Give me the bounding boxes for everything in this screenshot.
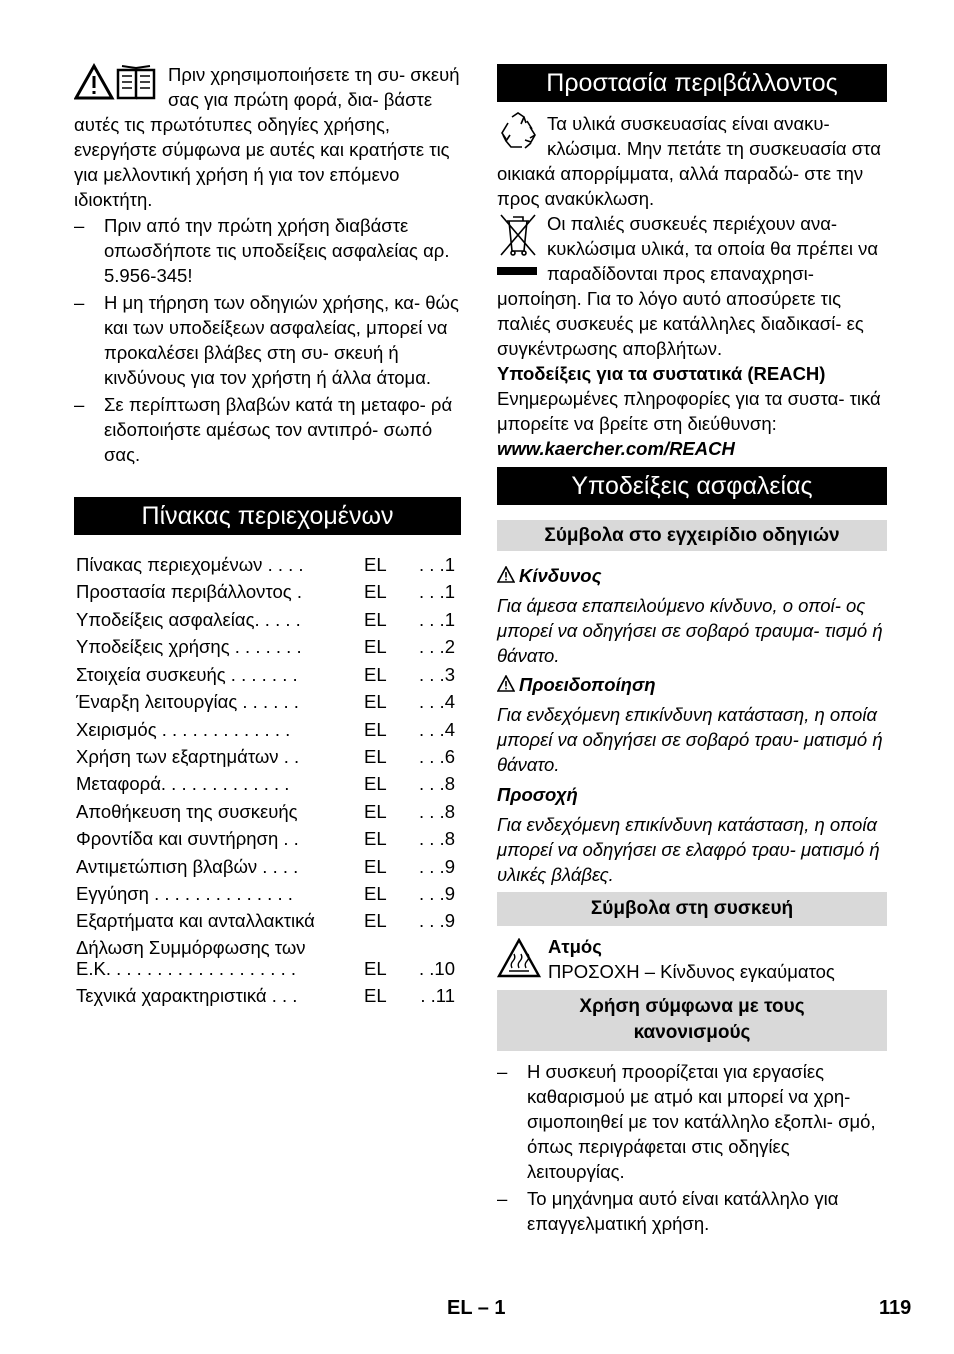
env-heading: Προστασία περιβάλλοντος (497, 64, 887, 102)
intro-item: – Σε περίπτωση βλαβών κατά τη μεταφο- ρά ειδοποιήστε αμέσως τον αντιπρό- σωπό σας. (74, 394, 453, 465)
weee-bin-icon (497, 211, 539, 277)
caution-block (497, 782, 887, 887)
intended-use-heading: Χρήση σύμφωνα με τους κανονισμούς (497, 990, 887, 1051)
hot-steam-icon (497, 938, 541, 978)
env-packaging (497, 111, 887, 211)
intro-item: – Η μη τήρηση των οδηγιών χρήσης, κα- θώς και των υποδείξεων ασφαλείας, μπορεί να προκαλέσει βλάβες στη συ- σκευή ή κινδύνους για τον χρήστη ή άλλα άτομα. (74, 292, 459, 388)
steam-text: ΠΡΟΣΟΧΗ – Κίνδυνος εγκαύματος (548, 961, 835, 982)
warning-manual-icon (74, 62, 160, 102)
recycling-icon (497, 111, 539, 153)
warning-label: Προειδοποίηση (519, 674, 656, 695)
toc-row[interactable]: Εγγύηση . . . . . . . . . . . . . . EL . . .9 (76, 883, 455, 904)
toc-row[interactable]: Δήλωση Συμμόρφωσης των Ε.Κ. . . . . . . . . . . . . . . . . . . EL . .10 (76, 937, 455, 979)
toc-row[interactable]: Υποδείξεις ασφαλείας. . . . . EL . . .1 (76, 609, 455, 630)
symbols-device-heading: Σύμβολα στη συσκευή (497, 892, 887, 926)
caution-text: Για ενδεχόμενη επικίνδυνη κατάσταση, η οποία μπορεί να οδηγήσει σε ελαφρό τραυ- ματισμό ή υλικές βλάβες. (497, 814, 880, 885)
safety-heading: Υποδείξεις ασφαλείας (497, 467, 887, 505)
toc-row[interactable]: Εξαρτήματα και ανταλλακτικά EL . . .9 (76, 910, 455, 931)
toc-row[interactable]: Τεχνικά χαρακτηριστικά . . . EL . .11 (76, 985, 455, 1006)
intro-block (74, 62, 461, 467)
toc-row[interactable]: Προστασία περιβάλλοντος . EL . . .1 (76, 581, 455, 602)
env-packaging-text: Τα υλικά συσκευασίας είναι ανακυ- κλώσιμα. Μην πετάτε τη συσκευασία στα οικιακά απορρίμματα, αλλά παραδώ- στε την προς ανακύκλωση. (497, 113, 881, 209)
use-item: – Η συσκευή προορίζεται για εργασίες καθαρισμού με ατμό και μπορεί να χρη- σιμοποιηθεί με τον κατάλληλο εξοπλι- σμό, όπως περιγράφεται στις οδηγίες λειτουργίας. (497, 1061, 876, 1182)
reach-text: Ενημερωμένες πληροφορίες για τα συστα- τικά μπορείτε να βρείτε στη διεύθυνση: (497, 388, 881, 434)
danger-text: Για άμεσα επαπειλούμενο κίνδυνο, ο οποί- ος μπορεί να οδηγήσει σε σοβαρό τραυμα- τισμό ή θάνατο. (497, 595, 883, 666)
danger-block (497, 563, 887, 668)
reach-heading: Υποδείξεις για τα συστατικά (REACH) (497, 363, 826, 384)
toc-row[interactable]: Υποδείξεις χρήσης . . . . . . . EL . . .2 (76, 636, 455, 657)
toc-row[interactable]: Αποθήκευση της συσκευής EL . . .8 (76, 801, 455, 822)
caution-label: Προσοχή (497, 784, 578, 805)
steam-label: Ατμός (548, 936, 602, 957)
toc-row[interactable]: Έναρξη λειτουργίας . . . . . . EL . . .4 (76, 691, 455, 712)
toc-row[interactable]: Αντιμετώπιση βλαβών . . . . EL . . .9 (76, 856, 455, 877)
use-list (497, 1059, 887, 1236)
toc-row[interactable]: Φροντίδα και συντήρηση . . EL . . .8 (76, 828, 455, 849)
footer-page-number: 119 (879, 1297, 912, 1319)
reach-link[interactable]: www.kaercher.com/REACH (497, 438, 735, 459)
footer-lang-page: EL – 1 (447, 1297, 506, 1319)
warning-block (497, 672, 887, 777)
toc-heading: Πίνακας περιεχομένων (74, 497, 461, 535)
steam-block (497, 934, 887, 984)
toc-row[interactable]: Χειρισμός . . . . . . . . . . . . . EL . . .4 (76, 719, 455, 740)
intro-text: Πριν χρησιμοποιήσετε τη συ- σκευή σας για πρώτη φορά, δια- βάστε αυτές τις πρωτότυπες οδηγίες χρήσης, ενεργήστε σύμφωνα με αυτές και κρατήστε τις για μελλοντική χρήση ή για τον επόμενο ιδιοκτήτη. (74, 64, 460, 210)
intro-item: – Πριν από την πρώτη χρήση διαβάστε οπωσδήποτε τις υποδείξεις ασφαλείας αρ. 5.956-345! (74, 215, 450, 286)
env-old-devices (497, 211, 887, 361)
reach-block (497, 361, 887, 461)
warning-text: Για ενδεχόμενη επικίνδυνη κατάσταση, η οποία μπορεί να οδηγήσει σε σοβαρό τραυ- ματισμό ή θάνατο. (497, 704, 883, 775)
toc-row[interactable]: Χρήση των εξαρτημάτων . . EL . . .6 (76, 746, 455, 767)
use-item: – Το μηχάνημα αυτό είναι κατάλληλο για επαγγελματική χρήση. (497, 1188, 839, 1234)
toc-row[interactable]: Πίνακας περιεχομένων . . . . EL . . .1 (76, 554, 455, 575)
env-old-devices-text: Οι παλιές συσκευές περιέχουν ανα- κυκλώσιμα υλικά, τα οποία θα πρέπει να παραδίδονται προς επαναχρησι- μοποίηση. Για το λόγο αυτό αποσύρετε τις παλιές συσκευές με κατάλληλες διαδικασί- ες συγκέντρωσης αποβλήτων. (497, 213, 879, 359)
symbols-manual-heading: Σύμβολα στο εγχειρίδιο οδηγιών (497, 520, 887, 551)
warning-icon (497, 675, 515, 692)
toc-row[interactable]: Μεταφορά. . . . . . . . . . . . . EL . . .8 (76, 773, 455, 794)
toc-row[interactable]: Στοιχεία συσκευής . . . . . . . EL . . .3 (76, 664, 455, 685)
danger-icon (497, 566, 515, 583)
danger-label: Κίνδυνος (519, 565, 602, 586)
